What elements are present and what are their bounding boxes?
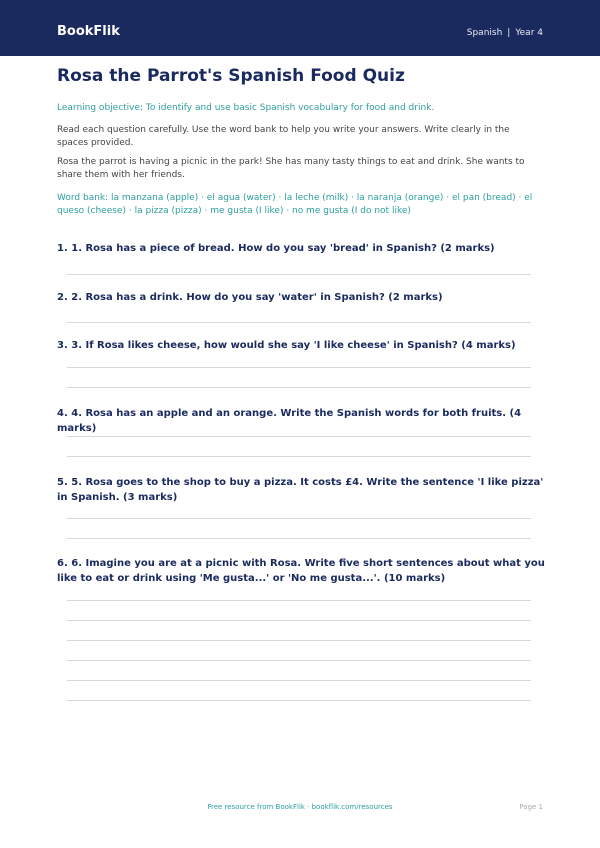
intro-section: [57, 64, 543, 218]
page-title: Rosa the Parrot's Spanish Food Quiz: [57, 66, 405, 86]
question-4: 4. 4. Rosa has an apple and an orange. Write the Spanish words for both fruits. (4 marks): [57, 408, 522, 434]
subject-year: [467, 27, 543, 39]
footer-credit: Free resource from BookFlik · bookflik.com/resources: [207, 803, 393, 811]
answer-line[interactable]: [67, 456, 531, 457]
answer-line[interactable]: [67, 367, 531, 368]
answer-line[interactable]: [67, 518, 531, 519]
question-6: 6. 6. Imagine you are at a picnic with Rosa. Write five short sentences about what you like to eat or drink using 'Me gusta...' or 'No me gusta...'. (10 marks): [57, 558, 545, 584]
answer-line[interactable]: [67, 680, 531, 681]
header-bar: [0, 0, 600, 56]
word-bank: Word bank: la manzana (apple) · el agua (water) · la leche (milk) · la naranja (orange) · el pan (bread) · el queso (cheese) · la pizza (pizza) · me gusta (I like) · no me gusta (I do not like): [57, 193, 533, 216]
question-5: 5. 5. Rosa goes to the shop to buy a pizza. It costs £4. Write the sentence 'I like pizza' in Spanish. (3 marks): [57, 477, 544, 503]
question-2: 2. 2. Rosa has a drink. How do you say 'water' in Spanish? (2 marks): [57, 292, 443, 303]
instructions: Read each question carefully. Use the word bank to help you write your answers. Write clearly in the spaces provided.: [57, 125, 510, 148]
story-text: Rosa the parrot is having a picnic in the park! She has many tasty things to eat and drink. She wants to share them with her friends.: [57, 157, 525, 180]
question-3: 3. 3. If Rosa likes cheese, how would she say 'I like cheese' in Spanish? (4 marks): [57, 340, 516, 351]
answer-line[interactable]: [67, 322, 531, 323]
answer-line[interactable]: [67, 274, 531, 275]
answer-line[interactable]: [67, 600, 531, 601]
separator: |: [507, 28, 511, 38]
answer-line[interactable]: [67, 538, 531, 539]
page-number: Page 1: [519, 803, 543, 811]
answer-line[interactable]: [67, 387, 531, 388]
answer-line[interactable]: [67, 620, 531, 621]
question-1: 1. 1. Rosa has a piece of bread. How do you say 'bread' in Spanish? (2 marks): [57, 243, 495, 254]
subject-label: Spanish: [466, 28, 503, 38]
answer-line[interactable]: [67, 640, 531, 641]
answer-line[interactable]: [67, 436, 531, 437]
year-label: Year 4: [515, 28, 543, 38]
brand-logo: BookFlik: [57, 24, 120, 39]
learning-objective: Learning objective: To identify and use basic Spanish vocabulary for food and drink.: [57, 103, 435, 113]
answer-line[interactable]: [67, 660, 531, 661]
answer-line[interactable]: [67, 700, 531, 701]
